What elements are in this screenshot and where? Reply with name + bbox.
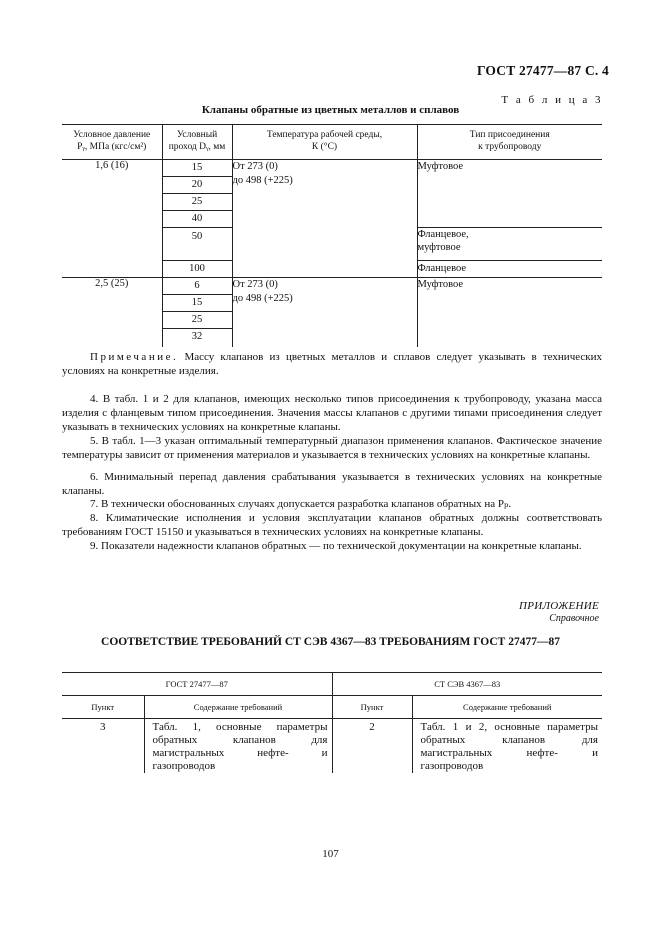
right-item-header: Пункт <box>332 696 412 719</box>
temperature-cell: От 273 (0) до 498 (+225) <box>232 278 417 348</box>
paragraph-4: 4. В табл. 1 и 2 для клапанов, имеющих несколько типов присоединения к трубопроводу, указана масса изделия с фланцевым типом присоединения. Значения массы клапанов с другими типами присоединения следует указывать в технических условиях на конкретные клапаны. <box>62 393 602 433</box>
note-label: Примечание. <box>90 351 179 363</box>
left-item-header: Пункт <box>62 696 144 719</box>
table-title: Клапаны обратные из цветных металлов и сплавов <box>201 104 460 116</box>
left-standard-header: ГОСТ 27477—87 <box>62 673 332 696</box>
page-number: 107 <box>322 848 339 860</box>
right-item-cell: 2 <box>332 719 412 774</box>
right-standard-header: СТ СЭВ 4367—83 <box>332 673 602 696</box>
page-header-doc-ref: ГОСТ 27477—87 С. 4 <box>476 63 609 78</box>
connection-cell: Муфтовое <box>417 160 602 228</box>
right-content-header: Содержание требований <box>412 696 602 719</box>
appendix-label: ПРИЛОЖЕНИЕ <box>519 600 599 612</box>
diameter-cell: 6 <box>162 278 232 295</box>
appendix-sublabel: Справочное <box>549 613 599 624</box>
connection-cell: Фланцевое <box>417 261 602 278</box>
diameter-cell: 15 <box>162 295 232 312</box>
left-item-cell: 3 <box>100 721 106 733</box>
paragraph-8: 8. Климатические исполнения и условия эксплуатации клапанов обратных должны соответствовать требованиям ГОСТ 15150 и указываться в технических условиях на конкретные клапаны. <box>62 512 602 538</box>
diameter-cell: 25 <box>162 312 232 329</box>
diameter-cell: 40 <box>162 211 232 228</box>
table-note <box>62 350 602 378</box>
paragraph-7: 7. В технически обоснованных случаях допускается разработка клапанов обратных на Рₚ. <box>90 498 512 510</box>
diameter-cell: 32 <box>162 329 232 348</box>
left-content-header: Содержание требований <box>144 696 332 719</box>
col-pressure-header: Условное давление Рᵧ, МПа (кгс/см²) <box>62 125 162 160</box>
diameter-cell: 100 <box>162 261 232 278</box>
diameter-cell: 25 <box>162 194 232 211</box>
connection-cell: Фланцевое, муфтовое <box>417 228 602 261</box>
pressure-cell: 2,5 (25) <box>95 278 129 289</box>
left-content-cell: Табл. 1, основные параметры обратных клапанов для магистральных нефте- и газопроводов <box>144 719 332 774</box>
note-text: Массу клапанов из цветных металлов и сплавов следует указывать в технических условиях на конкретные изделия. <box>62 351 602 377</box>
temperature-cell: От 273 (0) до 498 (+225) <box>232 160 417 278</box>
appendix-title: СООТВЕТСТВИЕ ТРЕБОВАНИЙ СТ СЭВ 4367—83 ТРЕБОВАНИЯМ ГОСТ 27477—87 <box>101 636 560 648</box>
paragraph-6: 6. Минимальный перепад давления срабатывания указывается в технических условиях на конкретные клапаны. <box>62 471 602 497</box>
valves-table <box>62 124 602 347</box>
col-temperature-header: Температура рабочей среды, К (°С) <box>232 125 417 160</box>
connection-cell: Муфтовое <box>417 278 602 348</box>
right-content-cell: Табл. 1 и 2, основные параметры обратных клапанов для магистральных нефте- и газопроводов <box>412 719 602 774</box>
diameter-cell: 50 <box>162 228 232 261</box>
diameter-cell: 15 <box>162 160 232 177</box>
paragraph-5: 5. В табл. 1—3 указан оптимальный температурный диапазон применения клапанов. Фактическое значение температуры зависит от применения материалов и указывается в технических условиях на конкретные клапаны. <box>62 435 602 461</box>
col-connection-header: Тип присоединения к трубопроводу <box>417 125 602 160</box>
pressure-cell: 1,6 (16) <box>62 160 162 278</box>
diameter-cell: 20 <box>162 177 232 194</box>
correspondence-table <box>62 672 602 773</box>
col-diameter-header: Условный проход Dᵧ, мм <box>162 125 232 160</box>
paragraph-9: 9. Показатели надежности клапанов обратных — по технической документации на конкретные клапаны. <box>90 540 582 552</box>
table-number-label: Т а б л и ц а 3 <box>501 94 603 106</box>
